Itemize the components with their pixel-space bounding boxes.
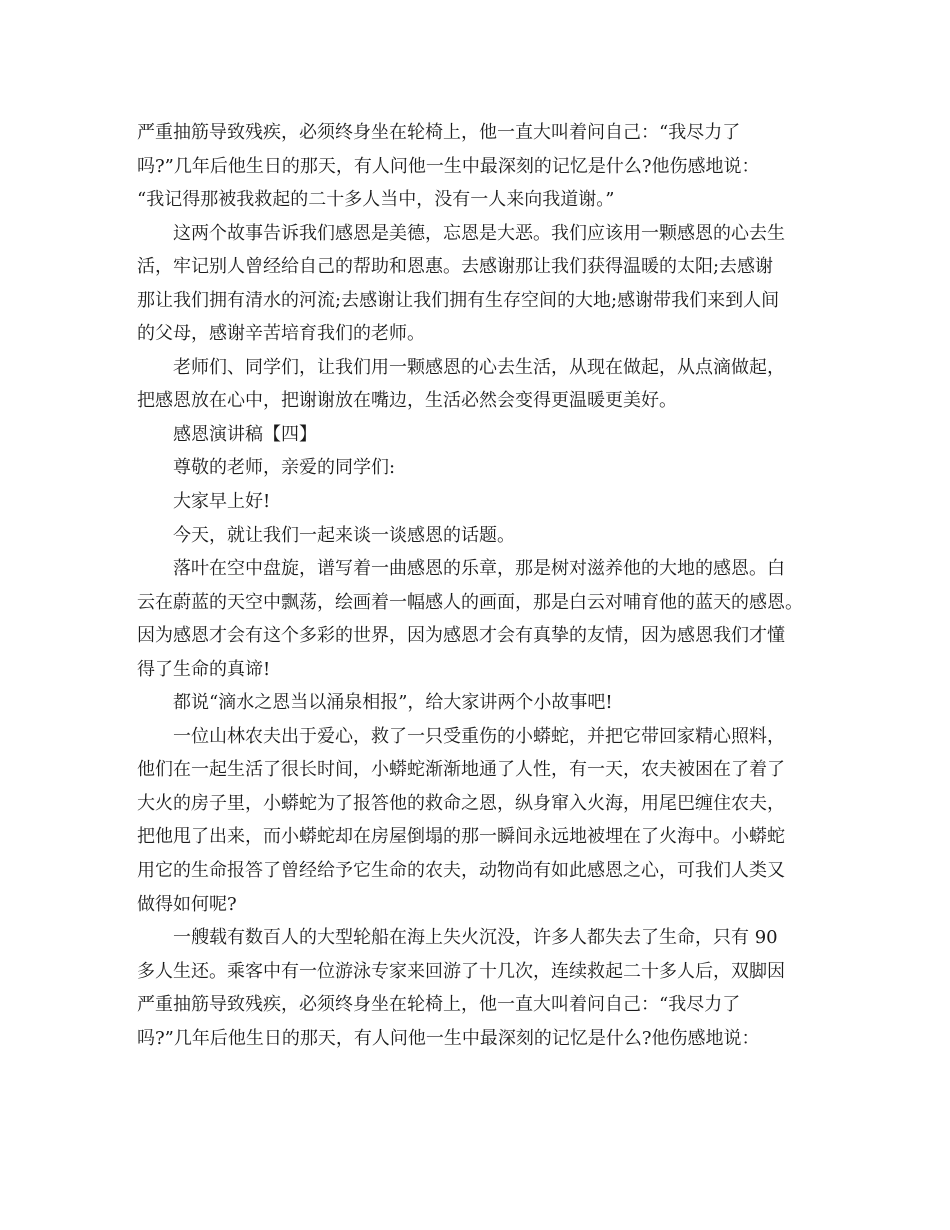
text-line: 把他甩了出来，而小蟒蛇却在房屋倒塌的那一瞬间永远地被埋在了火海中。小蟒蛇 bbox=[137, 826, 785, 848]
text-line: “我记得那被我救起的二十多人当中，没有一人来向我道谢。” bbox=[137, 189, 615, 211]
text-line: 严重抽筋导致残疾，必须终身坐在轮椅上，他一直大叫着问自己：“我尽力了 bbox=[137, 994, 741, 1016]
text-line: 落叶在空中盘旋，谱写着一曲感恩的乐章，那是树对滋养他的大地的感恩。白 bbox=[173, 558, 785, 580]
text-line: 得了生命的真谛! bbox=[137, 658, 271, 680]
text-line: 吗?”几年后他生日的那天，有人问他一生中最深刻的记忆是什么?他伤感地说： bbox=[137, 155, 760, 177]
text-line: 大火的房子里，小蟒蛇为了报答他的救命之恩，纵身窜入火海，用尾巴缠住农夫， bbox=[137, 792, 785, 814]
text-line: 尊敬的老师，亲爱的同学们: bbox=[173, 457, 396, 479]
text-line: 那让我们拥有清水的河流;去感谢让我们拥有生存空间的大地;感谢带我们来到人间 bbox=[137, 289, 780, 311]
text-line: 严重抽筋导致残疾，必须终身坐在轮椅上，他一直大叫着问自己：“我尽力了 bbox=[137, 122, 741, 143]
text-line: 大家早上好! bbox=[173, 491, 271, 513]
text-line: 一位山林农夫出于爱心，救了一只受重伤的小蟒蛇，并把它带回家精心照料， bbox=[173, 725, 785, 747]
text-line: 活，牢记别人曾经给自己的帮助和恩惠。去感谢那让我们获得温暖的太阳;去感谢 bbox=[137, 256, 774, 278]
text-line: 用它的生命报答了曾经给予它生命的农夫，动物尚有如此感恩之心，可我们人类又 bbox=[137, 860, 785, 882]
text-line: 这两个故事告诉我们感恩是美德，忘恩是大恶。我们应该用一颗感恩的心去生 bbox=[173, 222, 785, 244]
text-line: 都说“滴水之恩当以涌泉相报”，给大家讲两个小故事吧! bbox=[173, 692, 613, 714]
text-line: 一艘载有数百人的大型轮船在海上失火沉没，许多人都失去了生命，只有 90 bbox=[173, 927, 778, 949]
text-line: 感恩演讲稿【四】 bbox=[173, 423, 317, 445]
document-body bbox=[137, 116, 827, 1055]
text-line: 吗?”几年后他生日的那天，有人问他一生中最深刻的记忆是什么?他伤感地说： bbox=[137, 1027, 760, 1049]
text-line: 因为感恩才会有这个多彩的世界，因为感恩才会有真挚的友情，因为感恩我们才懂 bbox=[137, 625, 785, 647]
text-line: 今天，就让我们一起来谈一谈感恩的话题。 bbox=[173, 524, 515, 546]
text-line: 做得如何呢? bbox=[137, 893, 237, 915]
text-line: 他们在一起生活了很长时间，小蟒蛇渐渐地通了人性，有一天，农夫被困在了着了 bbox=[137, 759, 785, 781]
text-line: 老师们、同学们，让我们用一颗感恩的心去生活，从现在做起，从点滴做起， bbox=[173, 356, 785, 378]
text-line: 云在蔚蓝的天空中飘荡，绘画着一幅感人的画面，那是白云对哺育他的蓝天的感恩。 bbox=[137, 591, 803, 613]
text-line: 的父母，感谢辛苦培育我们的老师。 bbox=[137, 323, 425, 345]
text-line: 多人生还。乘客中有一位游泳专家来回游了十几次，连续救起二十多人后，双脚因 bbox=[137, 960, 785, 982]
text-line: 把感恩放在心中，把谢谢放在嘴边，生活必然会变得更温暖更美好。 bbox=[137, 390, 677, 412]
